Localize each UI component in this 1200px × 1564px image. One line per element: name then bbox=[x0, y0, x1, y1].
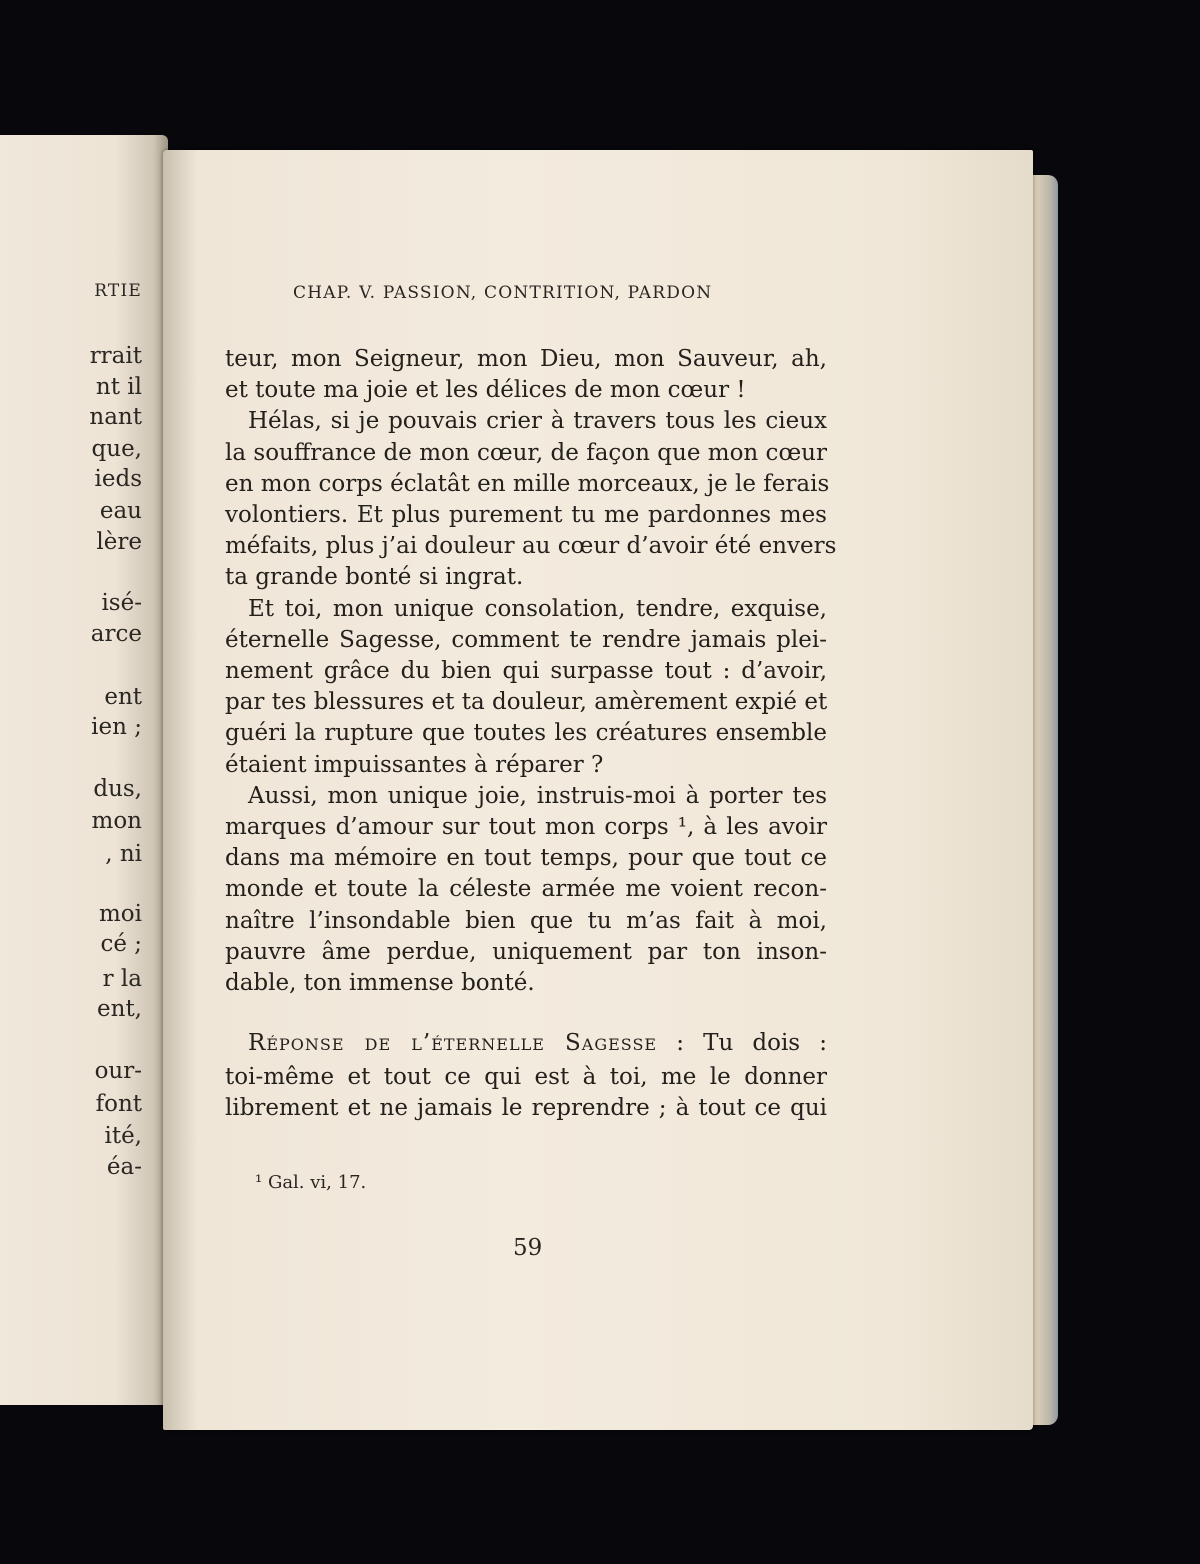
response-text: : Tu dois : bbox=[676, 1030, 827, 1056]
text-line: en mon corps éclatât en mille morceaux, je le ferais bbox=[225, 470, 830, 497]
text-line: méfaits, plus j’ai douleur au cœur d’avoir été envers bbox=[225, 533, 837, 560]
text-line-fragment: rrait bbox=[89, 343, 142, 369]
text-line: nement grâce du bien qui surpasse tout : d’avoir, bbox=[225, 658, 827, 684]
text-line: librement et ne jamais le reprendre ; à tout ce qui bbox=[225, 1095, 827, 1121]
text-line-fragment: r la bbox=[102, 966, 142, 992]
text-line-fragment: nant bbox=[89, 404, 142, 430]
text-line-fragment: ent bbox=[104, 684, 142, 710]
text-line: pauvre âme perdue, uniquement par ton inson- bbox=[225, 938, 827, 965]
left-running-head: RTIE bbox=[94, 281, 142, 301]
text-line: naître l’insondable bien que tu m’as fait à moi, bbox=[225, 907, 827, 934]
text-line: toi-même et tout ce qui est à toi, me le donner bbox=[225, 1064, 827, 1090]
text-line: étaient impuissantes à réparer ? bbox=[225, 751, 604, 778]
text-line: Et toi, mon unique consolation, tendre, exquise, bbox=[248, 595, 827, 622]
left-page bbox=[0, 135, 168, 1405]
text-line-fragment: our- bbox=[94, 1058, 142, 1084]
text-line: marques d’amour sur tout mon corps ¹, à les avoir bbox=[225, 814, 827, 840]
text-line-fragment: dus, bbox=[93, 776, 142, 802]
text-line-fragment: éa- bbox=[106, 1154, 142, 1180]
response-label: Réponse de l’éternelle Sagesse bbox=[248, 1030, 658, 1056]
footnote: ¹ Gal. vi, 17. bbox=[255, 1172, 367, 1193]
text-line-fragment: ité, bbox=[104, 1123, 142, 1149]
text-line: dable, ton immense bonté. bbox=[225, 970, 535, 996]
text-line: guéri la rupture que toutes les créatures ensemble bbox=[225, 720, 827, 747]
text-line: la souffrance de mon cœur, de façon que mon cœur bbox=[225, 439, 827, 466]
text-line-fragment: eau bbox=[99, 498, 142, 524]
text-line-fragment: isé- bbox=[101, 590, 142, 616]
text-line-fragment: ieds bbox=[94, 466, 142, 492]
text-line-fragment: , ni bbox=[105, 841, 142, 867]
text-line-fragment: cé ; bbox=[100, 931, 142, 957]
text-line-fragment: font bbox=[95, 1091, 142, 1117]
text-line: ta grande bonté si ingrat. bbox=[225, 564, 524, 591]
text-line-fragment: moi bbox=[98, 901, 142, 927]
text-line: monde et toute la céleste armée me voient recon- bbox=[225, 876, 827, 903]
text-line: teur, mon Seigneur, mon Dieu, mon Sauveur, ah, bbox=[225, 346, 827, 372]
text-line: Aussi, mon unique joie, instruis-moi à porter tes bbox=[248, 782, 827, 809]
text-line-fragment: que, bbox=[91, 436, 142, 462]
running-head: CHAP. V. PASSION, CONTRITION, PARDON bbox=[293, 283, 713, 303]
response-line bbox=[248, 1030, 827, 1056]
text-line-fragment: mon bbox=[91, 808, 142, 834]
text-line-fragment: arce bbox=[90, 621, 142, 647]
text-line-fragment: nt il bbox=[95, 374, 142, 400]
text-line: éternelle Sagesse, comment te rendre jamais plei- bbox=[225, 626, 827, 653]
text-line: dans ma mémoire en tout temps, pour que tout ce bbox=[225, 845, 827, 872]
text-line-fragment: lère bbox=[96, 529, 142, 555]
text-line: et toute ma joie et les délices de mon cœur ! bbox=[225, 377, 746, 404]
text-line: par tes blessures et ta douleur, amèrement expié et bbox=[225, 689, 828, 716]
text-line: volontiers. Et plus purement tu me pardonnes mes bbox=[225, 502, 827, 528]
text-line-fragment: ent, bbox=[97, 996, 142, 1022]
text-line-fragment: ien ; bbox=[91, 714, 142, 740]
text-line: Hélas, si je pouvais crier à travers tous les cieux bbox=[248, 408, 827, 435]
page-number: 59 bbox=[513, 1235, 543, 1261]
